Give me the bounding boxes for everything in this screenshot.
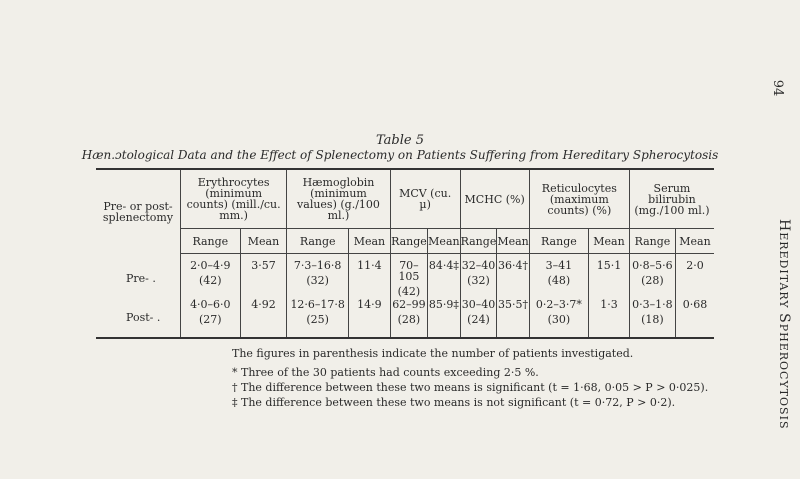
patient-count: (27) bbox=[199, 313, 222, 326]
range-value: 3–41 bbox=[545, 259, 573, 272]
table-title: Hæn.ɔtological Data and the Effect of Splenectomy on Patients Suffering from Hereditary Spherocytosis bbox=[81, 148, 719, 162]
range-cell bbox=[181, 297, 241, 338]
range-value: 0·2–3·7* bbox=[535, 298, 582, 311]
range-value: 32–40 bbox=[461, 259, 496, 272]
row-label: Post- . bbox=[126, 310, 161, 324]
mean-cell: 4·92 bbox=[240, 297, 287, 338]
running-head-text-1: EREDITARY bbox=[777, 232, 790, 314]
header-reticulocytes: Reticulocytes (maximum counts) (%) bbox=[529, 169, 629, 229]
subheader-range: Range bbox=[529, 229, 588, 254]
table-row-pre bbox=[96, 254, 714, 298]
patient-count: (32) bbox=[306, 274, 329, 287]
mean-cell: 1·3 bbox=[589, 297, 630, 338]
footnote-dagger: † The difference between these two means is significant (t = 1·68, 0·05 > P > 0·025). bbox=[232, 381, 709, 394]
mean-cell: 0·68 bbox=[675, 297, 714, 338]
range-value: 12·6–17·8 bbox=[290, 298, 345, 311]
patient-count: (42) bbox=[199, 274, 222, 287]
range-value: 0·8–5·6 bbox=[632, 259, 673, 272]
header-haemoglobin: Hæmoglobin (minimum values) (g./100 ml.) bbox=[287, 169, 390, 229]
mean-cell: 15·1 bbox=[589, 254, 630, 298]
running-head-initial-1: H bbox=[776, 219, 792, 233]
subheader-range: Range bbox=[181, 229, 241, 254]
running-head bbox=[774, 219, 792, 430]
range-cell bbox=[287, 297, 349, 338]
header-bilirubin: Serum bilirubin (mg./100 ml.) bbox=[629, 169, 714, 229]
mean-cell: 2·0 bbox=[675, 254, 714, 298]
subheader-range: Range bbox=[460, 229, 497, 254]
range-cell bbox=[460, 254, 497, 298]
subheader-mean: Mean bbox=[589, 229, 630, 254]
header-splenectomy: Pre- or post-splenectomy bbox=[102, 199, 174, 224]
patient-count: (28) bbox=[641, 274, 664, 287]
table-number: Table 5 bbox=[376, 133, 424, 148]
footnote-double-dagger: ‡ The difference between these two means is not significant (t = 0·72, P > 0·2). bbox=[232, 396, 676, 409]
subheader-mean: Mean bbox=[497, 229, 529, 254]
mean-cell: 36·4† bbox=[497, 254, 529, 298]
patient-count: (28) bbox=[397, 313, 421, 326]
range-cell bbox=[529, 297, 588, 338]
mean-cell: 84·4‡ bbox=[428, 254, 460, 298]
running-head-initial-2: S bbox=[776, 313, 792, 324]
range-cell bbox=[629, 254, 675, 298]
running-head-text-2: PHEROCYTOSIS bbox=[777, 323, 790, 430]
range-cell bbox=[390, 297, 427, 338]
footnotes bbox=[232, 346, 708, 410]
patient-count: (42) bbox=[397, 285, 421, 298]
patient-count: (32) bbox=[467, 274, 490, 287]
header-mchc: MCHC (%) bbox=[460, 169, 529, 229]
header-erythrocytes: Erythrocytes (minimum counts) (mill./cu. mm.) bbox=[181, 169, 287, 229]
patient-count: (24) bbox=[467, 313, 490, 326]
row-label: Pre- . bbox=[126, 271, 156, 285]
range-value: 7·3–16·8 bbox=[293, 259, 342, 272]
range-cell bbox=[529, 254, 588, 298]
subheader-mean: Mean bbox=[428, 229, 460, 254]
range-cell bbox=[629, 297, 675, 338]
range-cell bbox=[287, 254, 349, 298]
mean-cell: 14·9 bbox=[349, 297, 391, 338]
range-value: 62–99 bbox=[392, 298, 426, 311]
patient-count: (25) bbox=[306, 313, 329, 326]
subheader-mean: Mean bbox=[240, 229, 287, 254]
range-cell bbox=[181, 254, 241, 298]
range-value: 70–105 bbox=[398, 259, 420, 283]
footnote-parenthesis: The figures in parenthesis indicate the number of patients investigated. bbox=[232, 347, 634, 360]
patient-count: (48) bbox=[547, 274, 571, 287]
mean-cell: 85·9‡ bbox=[428, 297, 460, 338]
range-value: 0·3–1·8 bbox=[632, 298, 673, 311]
mean-cell: 11·4 bbox=[349, 254, 391, 298]
patient-count: (30) bbox=[547, 313, 571, 326]
hematology-table bbox=[96, 168, 714, 339]
mean-cell: 35·5† bbox=[497, 297, 529, 338]
range-value: 2·0–4·9 bbox=[190, 259, 231, 272]
footnote-star: * Three of the 30 patients had counts exceeding 2·5 %. bbox=[232, 366, 539, 379]
range-cell bbox=[460, 297, 497, 338]
table-row-post bbox=[96, 297, 714, 338]
subheader-mean: Mean bbox=[349, 229, 391, 254]
range-cell bbox=[390, 254, 427, 298]
patient-count: (18) bbox=[641, 313, 664, 326]
mean-cell: 3·57 bbox=[240, 254, 287, 298]
range-value: 30–40 bbox=[461, 298, 496, 311]
page-number: 94 bbox=[770, 79, 785, 97]
subheader-mean: Mean bbox=[675, 229, 714, 254]
subheader-range: Range bbox=[287, 229, 349, 254]
subheader-range: Range bbox=[629, 229, 675, 254]
subheader-range: Range bbox=[390, 229, 427, 254]
range-value: 4·0–6·0 bbox=[190, 298, 231, 311]
header-mcv: MCV (cu. µ) bbox=[390, 169, 460, 229]
